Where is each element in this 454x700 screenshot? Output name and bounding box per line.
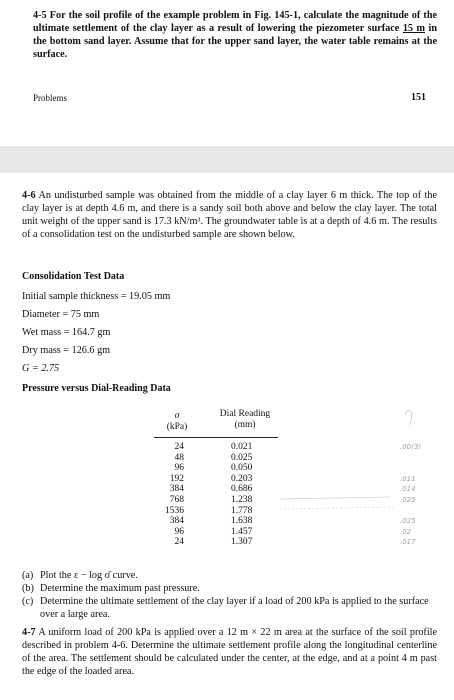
page-fragment-top (0, 0, 454, 146)
question-c (22, 596, 437, 622)
table-rule (154, 437, 278, 438)
problem-4-5 (33, 9, 437, 61)
data-line: Dry mass = 126.6 gm (22, 345, 111, 356)
handwritten-note: .017 (400, 538, 416, 547)
problem-text: A uniform load of 200 kPa is applied over a 12 m × 22 m area at the surface of the soil profile described in problem 4-6. Determine the ultimate settlement profile along the longitudinal centerline of the area. The settlement should be calculated under the center, at the edge, and at a point 4 m past the edge of the loaded area. (22, 627, 438, 677)
question-text: Determine the ultimate settlement of the clay layer if a load of 200 kPa is applied to the surface over a large area. (40, 596, 429, 620)
problem-number: 4-7 (22, 627, 36, 638)
table-cell: 48 (174, 452, 184, 463)
table-cell: 1.238 (231, 494, 253, 505)
running-header: Problems (33, 93, 68, 103)
table-cell: 24 (174, 442, 184, 452)
table-cell: 0.021 (231, 442, 253, 452)
question-text: Determine the maximum past pressure. (40, 583, 200, 594)
col1-symbol: σ (174, 411, 180, 421)
table-cell: 24 (174, 537, 184, 548)
data-line: Wet mass = 164.7 gm (22, 327, 111, 338)
problem-number: 4-5 (33, 10, 47, 21)
pencil-marks (280, 403, 445, 523)
question-text: Plot the ε − log σ̄ curve. (40, 570, 138, 581)
handwritten-note: .014 (400, 485, 416, 494)
col2-title: Dial Reading (219, 409, 271, 419)
handwritten-note: .011 (400, 474, 416, 483)
data-line: Diameter = 75 mm (22, 309, 100, 320)
question-label: (b) (22, 583, 34, 594)
table-cell: 0.025 (231, 452, 253, 463)
data-line: Initial sample thickness = 19.05 mm (22, 291, 171, 302)
table-cell: 1.457 (231, 526, 253, 537)
table-cell: 0.203 (231, 473, 253, 484)
page-fragment-bottom (0, 173, 454, 700)
problem-number: 4-6 (22, 190, 36, 201)
col1-unit: (kPa) (166, 422, 188, 432)
col1-header (152, 411, 202, 433)
handwritten-note: .025 (400, 495, 416, 504)
problem-text-cont: in the bottom sand layer. Assume that for the upper sand layer, the water table remains at the surface. (33, 23, 437, 60)
question-label: (c) (22, 596, 34, 607)
handwritten-note: .025 (400, 517, 416, 526)
handwritten-note: .00(3) (400, 443, 422, 451)
col2-unit: (mm) (234, 420, 256, 430)
col2-header (214, 409, 276, 431)
col1-values (158, 442, 184, 548)
table-cell: 1.638 (231, 516, 253, 527)
table-cell: 0.686 (231, 484, 253, 495)
table-cell: 384 (169, 516, 184, 527)
data-line: G = 2.75 (22, 363, 60, 374)
problem-4-6 (22, 189, 437, 241)
table-cell: 1536 (165, 505, 184, 516)
consolidation-heading: Consolidation Test Data (22, 271, 125, 282)
table-cell: 96 (174, 463, 184, 474)
page-number: 151 (411, 92, 426, 103)
handwritten-note: .02 (400, 527, 412, 536)
table-cell: 384 (169, 484, 184, 495)
table-cell: 1.307 (231, 537, 253, 548)
table-cell: 0.050 (231, 463, 253, 474)
table-cell: 192 (169, 473, 184, 484)
col2-values (231, 442, 265, 548)
problem-text: An undisturbed sample was obtained from the middle of a clay layer 6 m thick. The top of the clay layer is at depth 4.6 m, and there is a sandy soil both above and below the clay layer. The total unit weight of the upper sand is 17.3 kN/m³. The groundwater table is at a depth of 4.6 m. The results of a consolidation test on the undisturbed sample are shown below. (22, 190, 438, 240)
table-cell: 768 (169, 494, 184, 505)
page-gap (0, 146, 454, 173)
pressure-heading: Pressure versus Dial-Reading Data (22, 383, 171, 394)
problem-text: For the soil profile of the example problem in Fig. 145-1, calculate the magnitude of the ultimate settlement of the clay layer as a result of lowering the piezometer surface (33, 10, 438, 34)
problem-4-7 (22, 626, 437, 678)
handwritten-value: 15 m (402, 23, 425, 34)
question-label: (a) (22, 570, 34, 581)
table-cell: 96 (174, 526, 184, 537)
table-cell: 1.778 (231, 505, 253, 516)
